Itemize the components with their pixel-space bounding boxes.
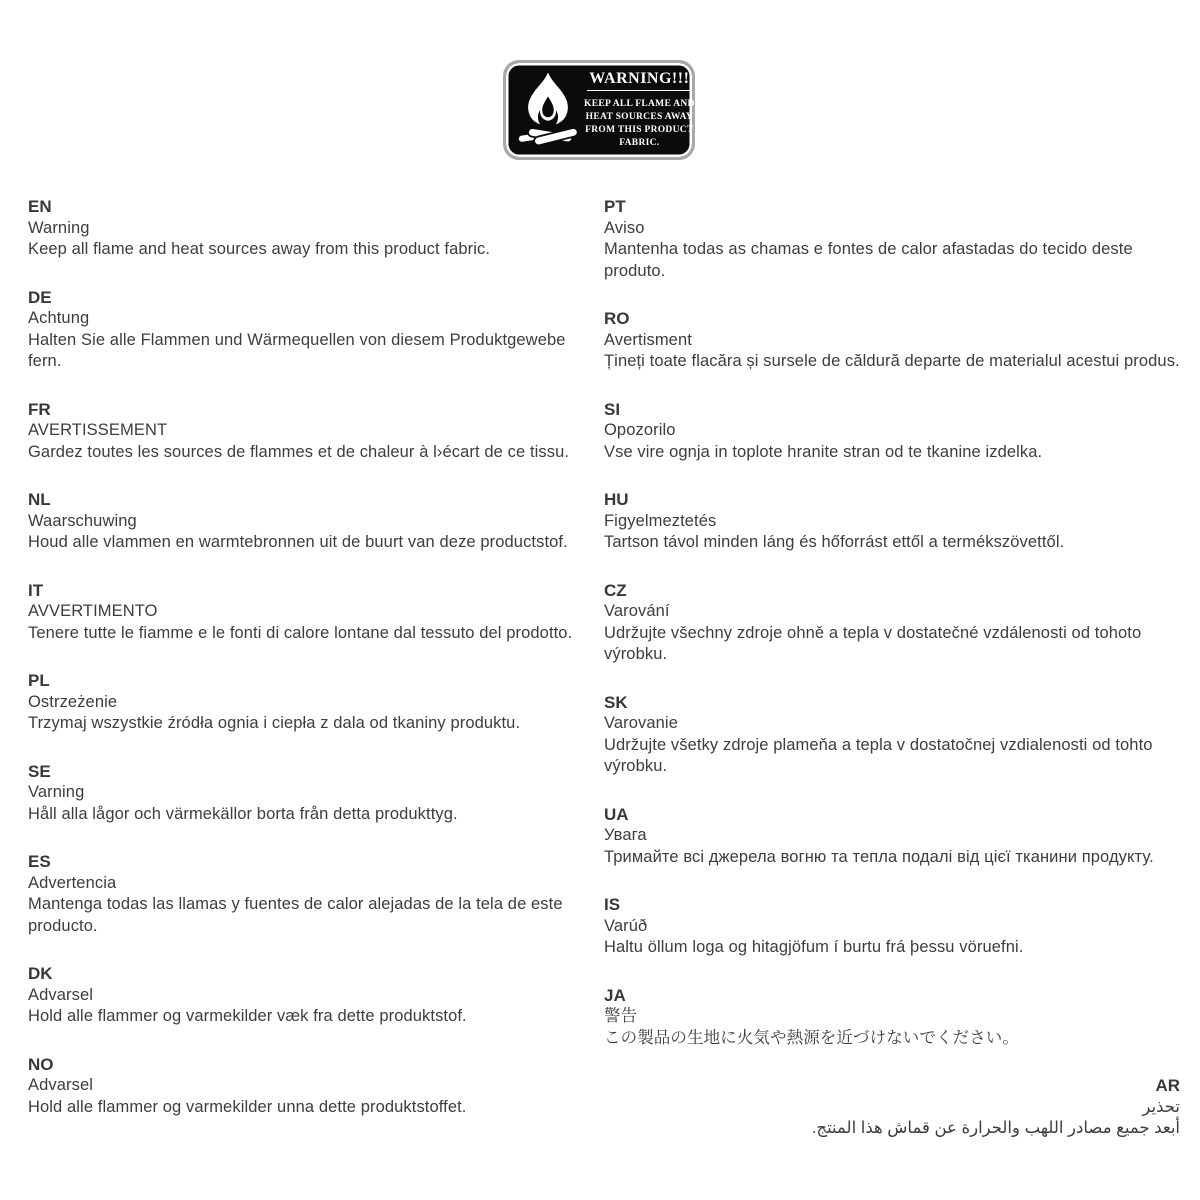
lang-title-sk: Varovanie — [604, 714, 678, 732]
lang-title-fr: AVERTISSEMENT — [28, 421, 168, 439]
lang-title-se: Varning — [28, 783, 85, 801]
lang-section-pl — [28, 670, 576, 735]
lang-code-es: ES — [28, 852, 51, 871]
warning-label-line-4: FABRIC. — [619, 138, 660, 148]
lang-section-ro — [604, 308, 1180, 373]
lang-code-ar: AR — [1155, 1076, 1180, 1095]
lang-code-ja: JA — [604, 985, 626, 1005]
warning-label-line-2: HEAT SOURCES AWAY — [585, 112, 694, 122]
lang-section-no — [28, 1054, 576, 1119]
lang-title-ja: 警告 — [604, 1007, 638, 1025]
lang-section-sk — [604, 692, 1180, 778]
translations-column-right — [604, 196, 1180, 1166]
lang-body-it: Tenere tutte le fiamme e le fonti di calore lontane dal tessuto del prodotto. — [28, 623, 573, 642]
lang-section-dk — [28, 963, 576, 1028]
lang-title-ar: تحذير — [1142, 1097, 1180, 1116]
lang-body-ua: Тримайте всі джерела вогню та тепла подалі від цієї тканини продукту. — [604, 847, 1154, 866]
lang-code-no: NO — [28, 1054, 54, 1074]
lang-title-si: Opozorilo — [604, 421, 676, 439]
lang-body-en: Keep all flame and heat sources away from this product fabric. — [28, 240, 491, 258]
lang-section-pt — [604, 196, 1180, 282]
lang-body-cz: Udržujte všechny zdroje ohně a tepla v dostatečné vzdálenosti od tohoto výrobku. — [604, 623, 1142, 663]
lang-section-cz — [604, 580, 1180, 666]
lang-body-is: Haltu öllum loga og hitagjöfum í burtu frá þessu vöruefni. — [604, 938, 1024, 956]
lang-body-dk: Hold alle flammer og varmekilder væk fra dette produktstof. — [28, 1007, 467, 1025]
lang-code-dk: DK — [28, 964, 53, 983]
lang-title-pt: Aviso — [604, 218, 645, 237]
lang-code-cz: CZ — [604, 580, 627, 600]
warning-label-badge — [503, 60, 695, 160]
lang-title-ro: Avertisment — [604, 330, 692, 349]
lang-code-is: IS — [604, 895, 621, 914]
lang-section-ar — [604, 1075, 1180, 1140]
lang-section-ja — [604, 985, 1180, 1050]
lang-title-dk: Advarsel — [28, 985, 93, 1004]
lang-code-sk: SK — [604, 692, 628, 712]
lang-title-en: Warning — [28, 218, 90, 237]
warning-label-text — [584, 70, 695, 150]
lang-title-nl: Waarschuwing — [28, 511, 137, 530]
lang-code-it: IT — [28, 580, 44, 600]
lang-title-no: Advarsel — [28, 1076, 93, 1094]
lang-title-cz: Varování — [604, 602, 670, 620]
lang-body-hu: Tartson távol minden láng és hőforrást ettől a termékszövettől. — [604, 533, 1065, 551]
lang-section-de — [28, 287, 576, 373]
lang-body-si: Vse vire ognja in toplote hranite stran od te tkanine izdelka. — [604, 442, 1043, 461]
lang-section-ua — [604, 804, 1180, 869]
lang-title-it: AVVERTIMENTO — [28, 602, 158, 620]
lang-section-nl — [28, 489, 576, 554]
lang-code-se: SE — [28, 761, 51, 781]
warning-label-line-3: FROM THIS PRODUCT — [585, 125, 694, 135]
lang-code-en: EN — [28, 197, 52, 216]
lang-body-no: Hold alle flammer og varmekilder unna dette produktstoffet. — [28, 1097, 467, 1116]
lang-code-nl: NL — [28, 490, 51, 509]
campfire-icon — [512, 68, 584, 152]
lang-body-nl: Houd alle vlammen en warmtebronnen uit de buurt van deze productstof. — [28, 533, 568, 551]
warning-label-title: WARNING!!! — [587, 70, 691, 91]
lang-section-hu — [604, 489, 1180, 554]
lang-body-es: Mantenga todas las llamas y fuentes de calor alejadas de la tela de este producto. — [28, 895, 563, 935]
lang-section-it — [28, 580, 576, 645]
lang-code-ro: RO — [604, 309, 630, 328]
lang-title-hu: Figyelmeztetés — [604, 511, 717, 530]
lang-code-ua: UA — [604, 804, 629, 824]
lang-section-es — [28, 851, 576, 937]
lang-body-sk: Udržujte všetky zdroje plameňa a tepla v dostatočnej vzdialenosti od tohto výrobku. — [604, 735, 1153, 775]
warning-label-line-1: KEEP ALL FLAME AND — [584, 99, 695, 109]
lang-body-pt: Mantenha todas as chamas e fontes de calor afastadas do tecido deste produto. — [604, 240, 1133, 280]
lang-title-ua: Увага — [604, 826, 647, 844]
lang-section-en — [28, 196, 576, 261]
lang-code-de: DE — [28, 287, 52, 307]
lang-section-si — [604, 399, 1180, 464]
lang-body-pl: Trzymaj wszystkie źródła ognia i ciepła z dala od tkaniny produktu. — [28, 714, 521, 732]
lang-section-is — [604, 894, 1180, 959]
translations — [28, 196, 1180, 1166]
lang-body-ja: この製品の生地に火気や熱源を近づけないでください。 — [604, 1028, 1019, 1047]
lang-title-es: Advertencia — [28, 873, 117, 892]
lang-title-de: Achtung — [28, 309, 90, 327]
lang-body-fr: Gardez toutes les sources de flammes et de chaleur à l›écart de ce tissu. — [28, 442, 570, 461]
lang-body-ar: أبعد جميع مصادر اللهب والحرارة عن قماش هذا المنتج. — [811, 1119, 1180, 1137]
lang-title-is: Varúð — [604, 916, 648, 935]
lang-body-se: Håll alla lågor och värmekällor borta från detta produkttyg. — [28, 804, 458, 823]
lang-section-se — [28, 761, 576, 826]
lang-body-de: Halten Sie alle Flammen und Wärmequellen von diesem Produktgewebe fern. — [28, 330, 566, 370]
lang-code-pl: PL — [28, 671, 50, 690]
lang-code-pt: PT — [604, 197, 626, 216]
lang-section-fr — [28, 399, 576, 464]
lang-title-pl: Ostrzeżenie — [28, 692, 118, 711]
lang-code-si: SI — [604, 399, 621, 419]
lang-code-hu: HU — [604, 490, 629, 509]
translations-column-left — [28, 196, 576, 1166]
lang-code-fr: FR — [28, 399, 51, 419]
lang-body-ro: Țineți toate flacăra și sursele de căldură departe de materialul acestui produs. — [604, 352, 1180, 370]
